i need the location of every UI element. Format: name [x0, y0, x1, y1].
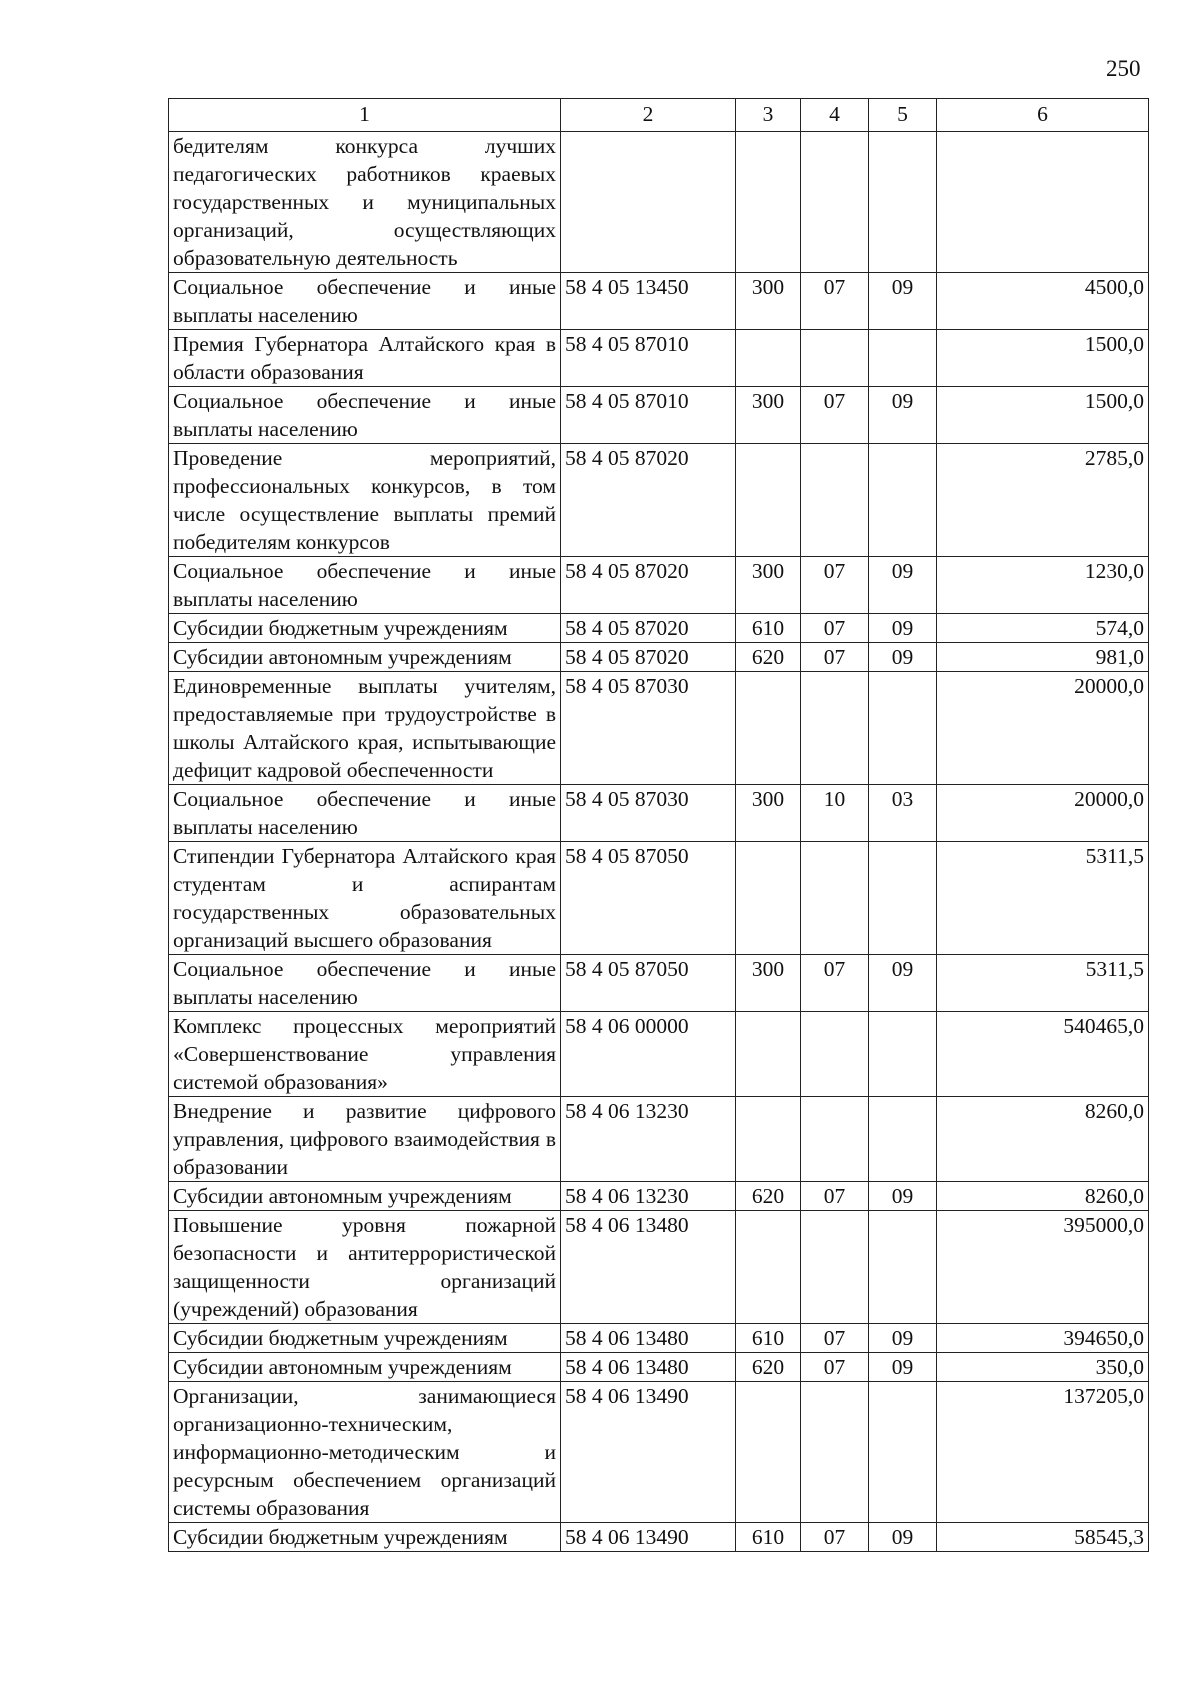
- subsection-code-cell: [869, 1211, 937, 1324]
- item-name-cell: Социальное обеспечение и иные выплаты населению: [169, 387, 561, 444]
- section-code-cell: [801, 132, 869, 273]
- item-name-cell: Субсидии автономным учреждениям: [169, 643, 561, 672]
- header-cell: 6: [937, 99, 1149, 132]
- table-row: [169, 132, 1149, 273]
- target-code-cell: 58 4 06 13480: [561, 1353, 736, 1382]
- header-cell: 2: [561, 99, 736, 132]
- table-row: [169, 1382, 1149, 1523]
- expense-type-cell: [736, 1097, 801, 1182]
- section-code-cell: 07: [801, 557, 869, 614]
- subsection-code-cell: 09: [869, 643, 937, 672]
- target-code-cell: 58 4 06 00000: [561, 1012, 736, 1097]
- subsection-code-cell: 09: [869, 1182, 937, 1211]
- expense-type-cell: [736, 132, 801, 273]
- section-code-cell: [801, 672, 869, 785]
- section-code-cell: 10: [801, 785, 869, 842]
- expense-type-cell: 610: [736, 1324, 801, 1353]
- subsection-code-cell: [869, 444, 937, 557]
- subsection-code-cell: [869, 1012, 937, 1097]
- target-code-cell: 58 4 06 13480: [561, 1324, 736, 1353]
- amount-cell: 2785,0: [937, 444, 1149, 557]
- amount-cell: 574,0: [937, 614, 1149, 643]
- subsection-code-cell: [869, 1382, 937, 1523]
- expense-type-cell: 300: [736, 955, 801, 1012]
- section-code-cell: [801, 1382, 869, 1523]
- subsection-code-cell: [869, 672, 937, 785]
- amount-cell: 5311,5: [937, 955, 1149, 1012]
- table-row: [169, 1012, 1149, 1097]
- item-name-cell: Единовременные выплаты учителям, предоставляемые при трудоустройстве в школы Алтайского края, испытывающие дефицит кадровой обеспеченности: [169, 672, 561, 785]
- section-code-cell: 07: [801, 614, 869, 643]
- amount-cell: 1230,0: [937, 557, 1149, 614]
- target-code-cell: 58 4 06 13490: [561, 1523, 736, 1552]
- target-code-cell: 58 4 05 87050: [561, 955, 736, 1012]
- table-row: [169, 1211, 1149, 1324]
- table-row: [169, 273, 1149, 330]
- table-row: [169, 614, 1149, 643]
- item-name-cell: Субсидии бюджетным учреждениям: [169, 614, 561, 643]
- expense-type-cell: 620: [736, 1353, 801, 1382]
- expense-type-cell: [736, 330, 801, 387]
- target-code-cell: 58 4 06 13230: [561, 1097, 736, 1182]
- item-name-cell: Социальное обеспечение и иные выплаты населению: [169, 955, 561, 1012]
- expense-type-cell: [736, 672, 801, 785]
- table-row: [169, 955, 1149, 1012]
- section-code-cell: 07: [801, 955, 869, 1012]
- item-name-cell: Стипендии Губернатора Алтайского края студентам и аспирантам государственных образовательных организаций высшего образования: [169, 842, 561, 955]
- amount-cell: 540465,0: [937, 1012, 1149, 1097]
- target-code-cell: 58 4 05 87030: [561, 672, 736, 785]
- amount-cell: 20000,0: [937, 785, 1149, 842]
- table-row: [169, 557, 1149, 614]
- expense-type-cell: [736, 1382, 801, 1523]
- target-code-cell: 58 4 05 87020: [561, 614, 736, 643]
- amount-cell: 395000,0: [937, 1211, 1149, 1324]
- item-name-cell: Внедрение и развитие цифрового управления, цифрового взаимодействия в образовании: [169, 1097, 561, 1182]
- expense-type-cell: 610: [736, 1523, 801, 1552]
- subsection-code-cell: 09: [869, 1523, 937, 1552]
- item-name-cell: Проведение мероприятий, профессиональных конкурсов, в том числе осуществление выплаты премий победителям конкурсов: [169, 444, 561, 557]
- table-row: [169, 785, 1149, 842]
- subsection-code-cell: 03: [869, 785, 937, 842]
- amount-cell: 8260,0: [937, 1097, 1149, 1182]
- item-name-cell: Повышение уровня пожарной безопасности и антитеррористической защищенности организаций (учреждений) образования: [169, 1211, 561, 1324]
- section-code-cell: [801, 330, 869, 387]
- item-name-cell: Премия Губернатора Алтайского края в области образования: [169, 330, 561, 387]
- subsection-code-cell: [869, 132, 937, 273]
- table-row: [169, 1097, 1149, 1182]
- subsection-code-cell: 09: [869, 1353, 937, 1382]
- item-name-cell: Социальное обеспечение и иные выплаты населению: [169, 785, 561, 842]
- table-row: [169, 1182, 1149, 1211]
- target-code-cell: 58 4 05 87020: [561, 557, 736, 614]
- expense-type-cell: 300: [736, 785, 801, 842]
- table-row: [169, 672, 1149, 785]
- item-name-cell: Субсидии бюджетным учреждениям: [169, 1523, 561, 1552]
- target-code-cell: 58 4 05 87050: [561, 842, 736, 955]
- subsection-code-cell: [869, 842, 937, 955]
- target-code-cell: 58 4 06 13480: [561, 1211, 736, 1324]
- expense-type-cell: 300: [736, 387, 801, 444]
- target-code-cell: 58 4 05 87020: [561, 643, 736, 672]
- page-number: 250: [1106, 56, 1141, 81]
- header-cell: 5: [869, 99, 937, 132]
- subsection-code-cell: 09: [869, 387, 937, 444]
- section-code-cell: 07: [801, 1353, 869, 1382]
- target-code-cell: 58 4 05 13450: [561, 273, 736, 330]
- section-code-cell: [801, 1211, 869, 1324]
- header-cell: 3: [736, 99, 801, 132]
- amount-cell: 350,0: [937, 1353, 1149, 1382]
- item-name-cell: Комплекс процессных мероприятий «Совершенствование управления системой образования»: [169, 1012, 561, 1097]
- expense-type-cell: [736, 842, 801, 955]
- expense-type-cell: 300: [736, 273, 801, 330]
- target-code-cell: 58 4 06 13490: [561, 1382, 736, 1523]
- table-row: [169, 1523, 1149, 1552]
- section-code-cell: [801, 1097, 869, 1182]
- amount-cell: 20000,0: [937, 672, 1149, 785]
- item-name-cell: Субсидии автономным учреждениям: [169, 1182, 561, 1211]
- subsection-code-cell: 09: [869, 557, 937, 614]
- item-name-cell: Субсидии бюджетным учреждениям: [169, 1324, 561, 1353]
- target-code-cell: 58 4 05 87020: [561, 444, 736, 557]
- expense-type-cell: 620: [736, 643, 801, 672]
- section-code-cell: 07: [801, 1523, 869, 1552]
- table-row: [169, 330, 1149, 387]
- target-code-cell: 58 4 06 13230: [561, 1182, 736, 1211]
- amount-cell: 8260,0: [937, 1182, 1149, 1211]
- amount-cell: 1500,0: [937, 387, 1149, 444]
- subsection-code-cell: 09: [869, 273, 937, 330]
- expense-type-cell: [736, 1012, 801, 1097]
- expense-type-cell: 300: [736, 557, 801, 614]
- expense-type-cell: [736, 444, 801, 557]
- target-code-cell: 58 4 05 87010: [561, 387, 736, 444]
- expense-type-cell: [736, 1211, 801, 1324]
- header-row: [169, 99, 1149, 132]
- header-cell: 1: [169, 99, 561, 132]
- target-code-cell: 58 4 05 87030: [561, 785, 736, 842]
- table-row: [169, 1353, 1149, 1382]
- table-row: [169, 643, 1149, 672]
- section-code-cell: 07: [801, 1324, 869, 1353]
- subsection-code-cell: [869, 330, 937, 387]
- table-row: [169, 1324, 1149, 1353]
- section-code-cell: 07: [801, 643, 869, 672]
- header-cell: 4: [801, 99, 869, 132]
- amount-cell: 5311,5: [937, 842, 1149, 955]
- item-name-cell: Социальное обеспечение и иные выплаты населению: [169, 273, 561, 330]
- section-code-cell: 07: [801, 273, 869, 330]
- section-code-cell: 07: [801, 387, 869, 444]
- amount-cell: 4500,0: [937, 273, 1149, 330]
- expense-type-cell: 610: [736, 614, 801, 643]
- table-row: [169, 842, 1149, 955]
- table-row: [169, 444, 1149, 557]
- subsection-code-cell: 09: [869, 955, 937, 1012]
- target-code-cell: [561, 132, 736, 273]
- item-name-cell: бедителям конкурса лучших педагогических работников краевых государственных и муниципальных организаций, осуществляющих образовательную деятельность: [169, 132, 561, 273]
- section-code-cell: 07: [801, 1182, 869, 1211]
- amount-cell: 58545,3: [937, 1523, 1149, 1552]
- amount-cell: 394650,0: [937, 1324, 1149, 1353]
- item-name-cell: Субсидии автономным учреждениям: [169, 1353, 561, 1382]
- amount-cell: 1500,0: [937, 330, 1149, 387]
- subsection-code-cell: 09: [869, 1324, 937, 1353]
- subsection-code-cell: [869, 1097, 937, 1182]
- amount-cell: [937, 132, 1149, 273]
- section-code-cell: [801, 444, 869, 557]
- target-code-cell: 58 4 05 87010: [561, 330, 736, 387]
- item-name-cell: Организации, занимающиеся организационно-техническим, информационно-методическим и ресурсным обеспечением организаций системы образования: [169, 1382, 561, 1523]
- section-code-cell: [801, 842, 869, 955]
- amount-cell: 981,0: [937, 643, 1149, 672]
- expense-type-cell: 620: [736, 1182, 801, 1211]
- amount-cell: 137205,0: [937, 1382, 1149, 1523]
- item-name-cell: Социальное обеспечение и иные выплаты населению: [169, 557, 561, 614]
- section-code-cell: [801, 1012, 869, 1097]
- subsection-code-cell: 09: [869, 614, 937, 643]
- table-row: [169, 387, 1149, 444]
- budget-table: [168, 98, 1149, 1552]
